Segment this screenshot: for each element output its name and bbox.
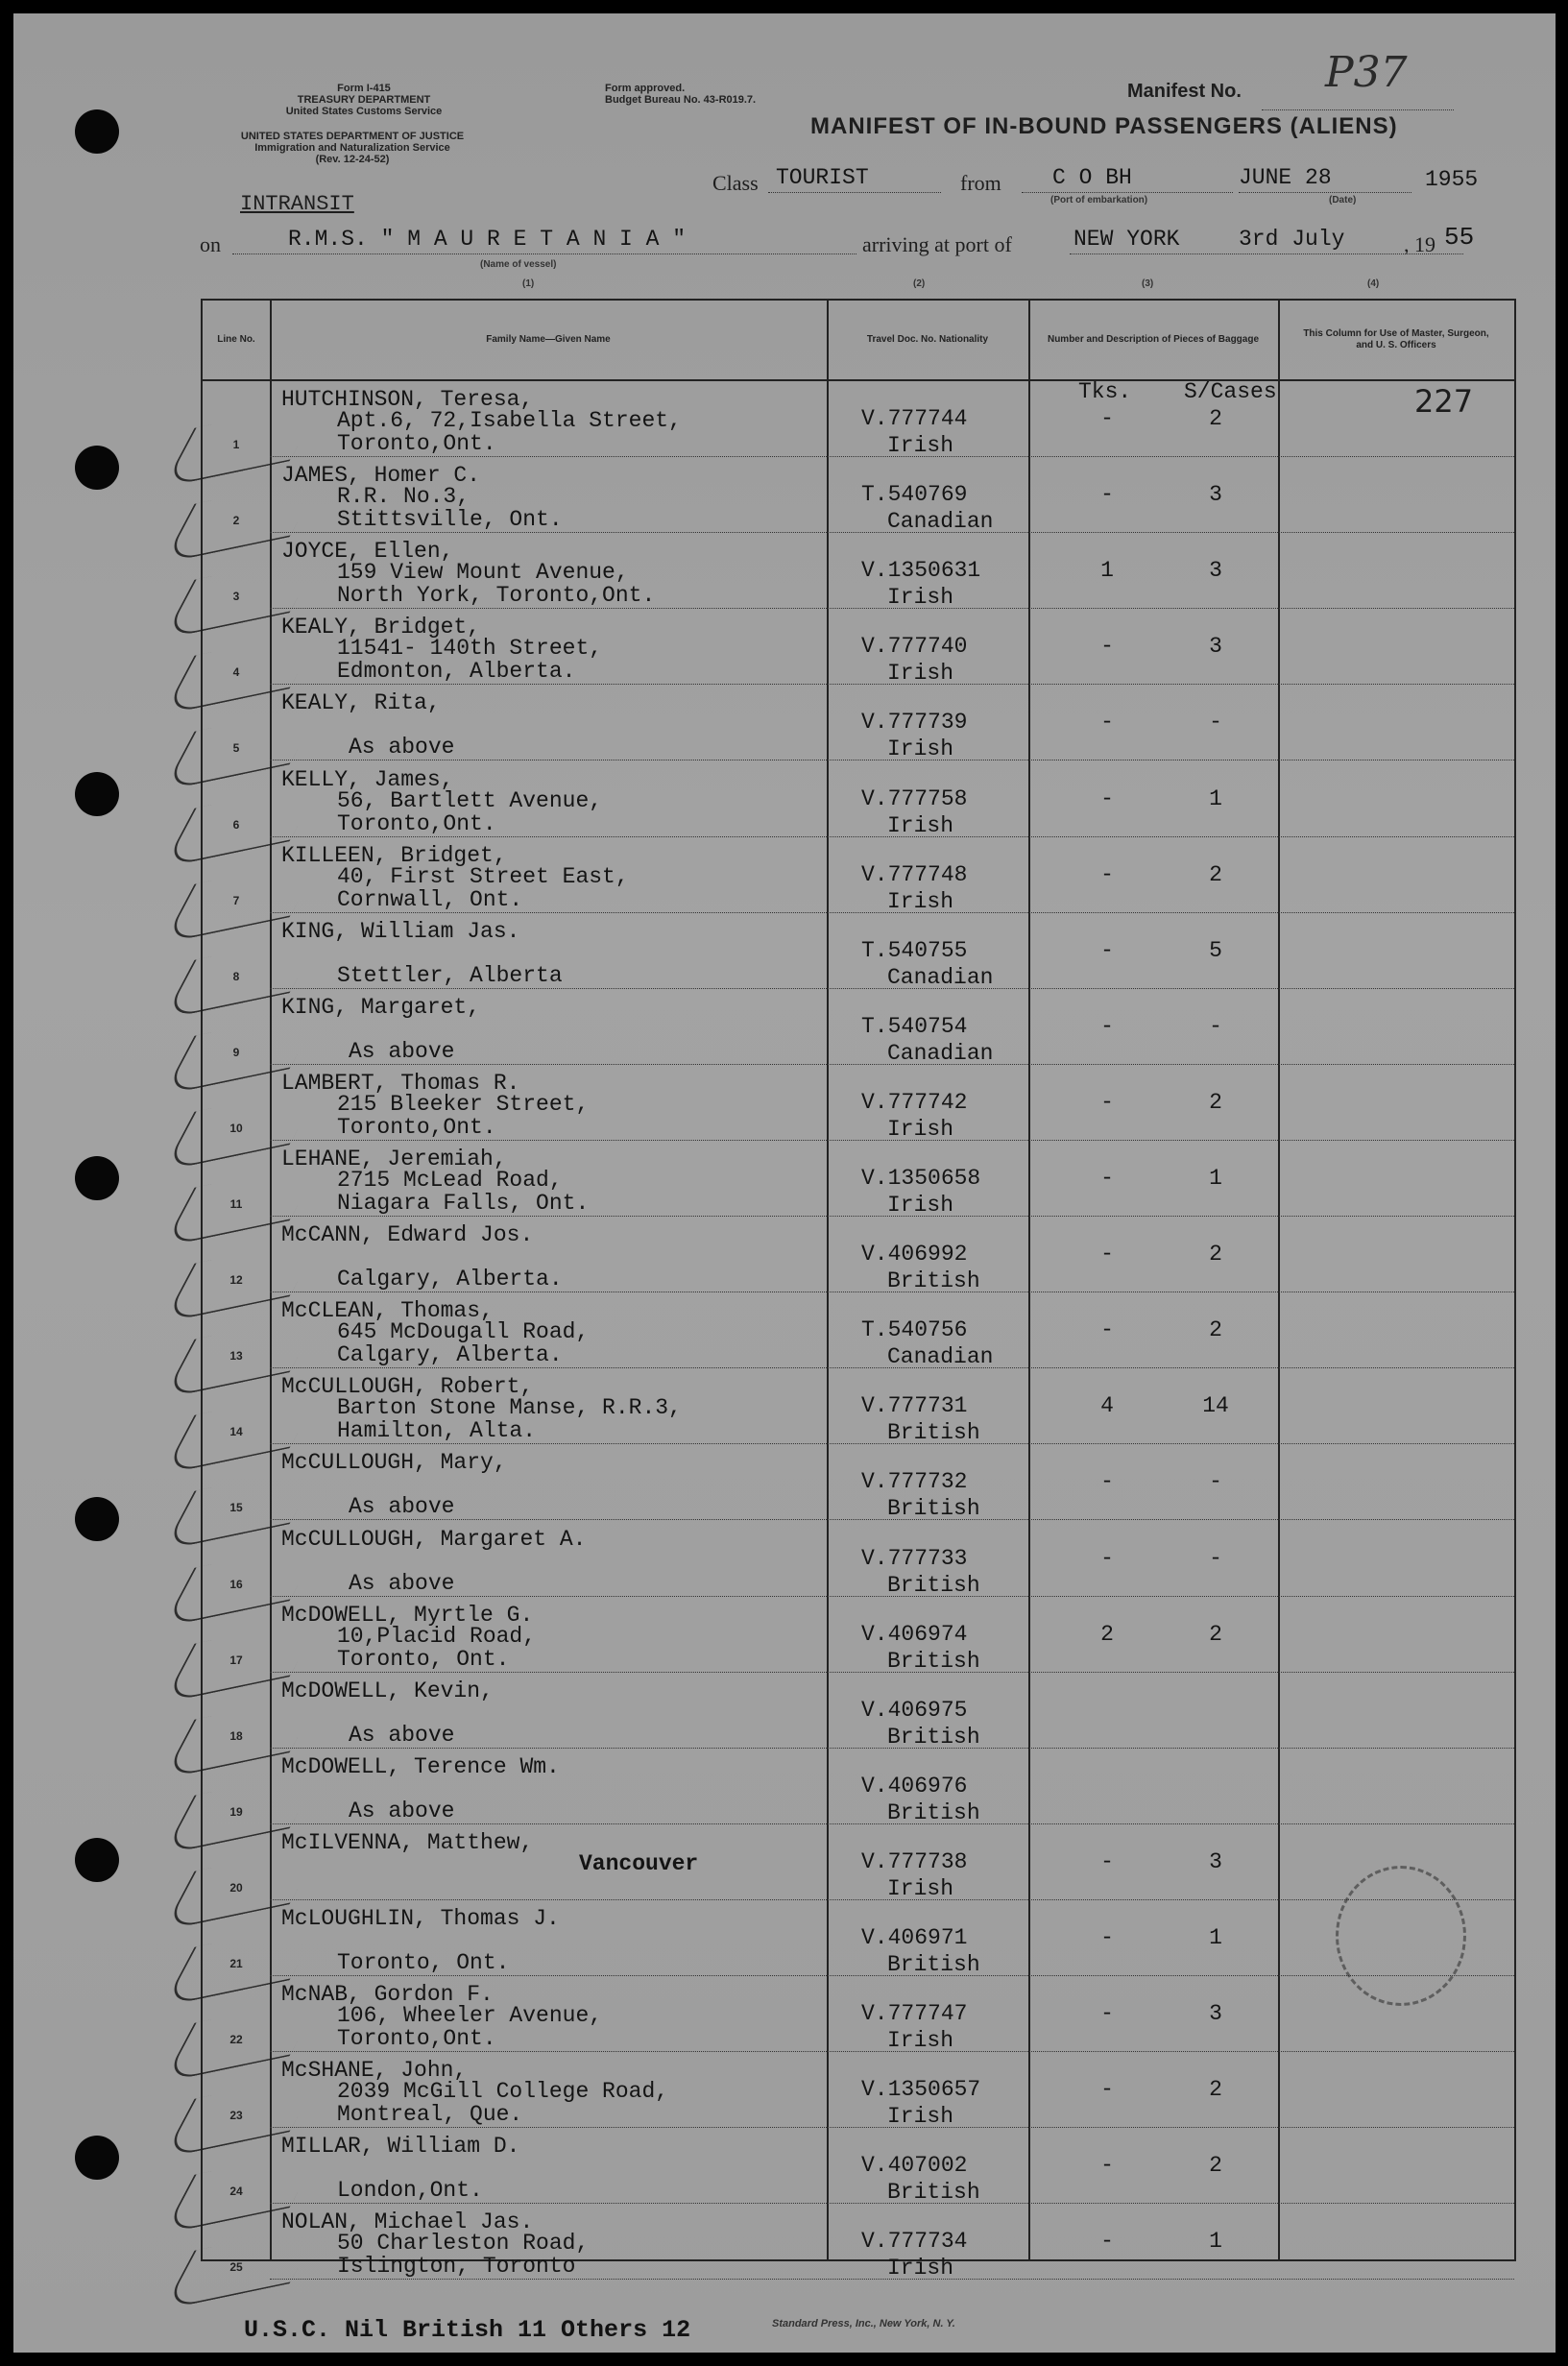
travel-doc-number: V.777758: [861, 785, 968, 811]
address-line-2: As above: [349, 1570, 455, 1596]
cases-count: 5: [1209, 937, 1222, 963]
trunks-count: -: [1100, 861, 1114, 887]
line-number: 11: [229, 1197, 243, 1211]
passenger-name: KING, Margaret,: [281, 994, 481, 1020]
passenger-name: McDOWELL, Myrtle G.: [281, 1602, 534, 1628]
manifest-title: MANIFEST OF IN-BOUND PASSENGERS (ALIENS): [810, 113, 1398, 139]
table-row: [203, 1292, 1514, 1368]
table-row: [203, 2204, 1514, 2280]
nationality: Irish: [887, 888, 954, 914]
table-row: [203, 1824, 1514, 1900]
travel-doc-number: V.777733: [861, 1545, 968, 1571]
passenger-name: JAMES, Homer C.: [281, 463, 481, 489]
cases-count: -: [1209, 1013, 1222, 1039]
line-number: 6: [232, 817, 240, 832]
table-row: [203, 457, 1514, 533]
trunks-count: -: [1100, 1848, 1114, 1874]
table-row: [203, 1444, 1514, 1520]
table-row: [203, 837, 1514, 913]
passenger-name: McCULLOUGH, Mary,: [281, 1450, 507, 1476]
passenger-table: [201, 299, 1516, 2282]
trunks-count: 4: [1100, 1393, 1114, 1419]
travel-doc-number: V.777738: [861, 1848, 968, 1874]
tks-label: Tks.: [1078, 379, 1132, 404]
passenger-name: McDOWELL, Kevin,: [281, 1678, 494, 1703]
trunks-count: -: [1100, 1469, 1114, 1495]
address-line-1: 10,Placid Road,: [337, 1623, 537, 1649]
col-header-baggage: Number and Description of Pieces of Baggage: [1047, 334, 1260, 345]
nationality: Canadian: [887, 964, 994, 990]
address-line-2: Montreal, Que.: [337, 2102, 523, 2128]
passenger-name: KEALY, Bridget,: [281, 615, 481, 640]
cases-count: 2: [1209, 2077, 1222, 2103]
manifest-number-rule: [1262, 109, 1454, 110]
passenger-name: KING, William Jas.: [281, 918, 520, 944]
cases-count: -: [1209, 1545, 1222, 1571]
table-row: [203, 1368, 1514, 1444]
line-number: 1: [232, 438, 240, 451]
port-caption: (Port of embarkation): [1050, 195, 1148, 205]
arriving-label: arriving at port of: [862, 232, 1012, 256]
trunks-count: 1: [1100, 558, 1114, 584]
address-line-1: Barton Stone Manse, R.R.3,: [337, 1395, 682, 1421]
travel-doc-number: V.1350658: [861, 1166, 981, 1191]
col-ref-4: (4): [1367, 278, 1380, 289]
address-line-2: As above: [349, 735, 455, 760]
nationality: British: [887, 1496, 980, 1522]
table-row: [203, 1597, 1514, 1673]
trunks-count: -: [1100, 2001, 1114, 2027]
embarkation-year: 1955: [1425, 167, 1479, 192]
passenger-name: KILLEEN, Bridget,: [281, 842, 507, 868]
address-line-2: Stittsville, Ont.: [337, 507, 563, 533]
cases-count: 3: [1209, 1848, 1222, 1874]
table-row: [203, 1065, 1514, 1141]
cases-count: 1: [1209, 1925, 1222, 1950]
passenger-name: McILVENNA, Matthew,: [281, 1829, 534, 1855]
line-number: 3: [232, 590, 240, 604]
on-label: on: [200, 232, 221, 256]
travel-doc-number: V.777740: [861, 634, 968, 660]
arrival-year-suffix: 55: [1444, 223, 1475, 252]
nationality: Irish: [887, 661, 954, 687]
travel-doc-number: V.777747: [861, 2001, 968, 2027]
cases-count: 2: [1209, 1621, 1222, 1647]
travel-doc-number: T.540769: [861, 482, 968, 508]
class-value: TOURIST: [776, 165, 869, 190]
address-line-2: Calgary, Alberta.: [337, 1267, 563, 1292]
travel-doc-number: V.1350631: [861, 558, 981, 584]
address-line-2: As above: [349, 1494, 455, 1520]
address-line-2: As above: [349, 1038, 455, 1064]
table-row: [203, 533, 1514, 609]
address-line-2: Toronto,Ont.: [337, 1114, 496, 1140]
passenger-name: NOLAN, Michael Jas.: [281, 2209, 534, 2235]
trunks-count: -: [1100, 1545, 1114, 1571]
address-line-2: London,Ont.: [337, 2178, 483, 2204]
table-row: [203, 913, 1514, 989]
passenger-name: JOYCE, Ellen,: [281, 539, 454, 565]
address-line-1: 11541- 140th Street,: [337, 636, 603, 662]
trunks-count: -: [1100, 2153, 1114, 2179]
printer-credit: Standard Press, Inc., New York, N. Y.: [772, 2318, 955, 2330]
table-row: [203, 1900, 1514, 1976]
cases-count: 14: [1202, 1393, 1229, 1419]
table-row: [203, 1749, 1514, 1824]
class-label: Class: [712, 171, 759, 195]
manifest-number-label: Manifest No.: [1127, 81, 1242, 102]
nationality: Irish: [887, 812, 954, 838]
cases-count: 3: [1209, 2001, 1222, 2027]
address-line-2: Toronto, Ont.: [337, 1646, 510, 1672]
table-row: [203, 1217, 1514, 1292]
embarkation-date: JUNE 28: [1239, 165, 1332, 190]
trunks-count: -: [1100, 482, 1114, 508]
line-number: 10: [229, 1121, 243, 1135]
address-line-1: R.R. No.3,: [337, 484, 470, 510]
table-row: [203, 685, 1514, 760]
nationality: Irish: [887, 736, 954, 762]
address-line-1: 50 Charleston Road,: [337, 2231, 590, 2257]
passenger-name: McCULLOUGH, Margaret A.: [281, 1526, 587, 1552]
arrival-port: NEW YORK: [1073, 227, 1180, 252]
col-ref-2: (2): [913, 278, 926, 289]
line-number: 18: [229, 1728, 243, 1743]
agency-block: UNITED STATES DEPARTMENT OF JUSTICE Immigration and Naturalization Service (Rev. 12-24-52): [240, 131, 465, 165]
address-line-2: Cornwall, Ont.: [337, 886, 523, 912]
trunks-count: -: [1100, 710, 1114, 736]
table-row: [203, 1673, 1514, 1749]
address-line-1: 2715 McLead Road,: [337, 1168, 563, 1193]
table-row: [203, 2128, 1514, 2204]
address-line-2: Toronto,Ont.: [337, 2026, 496, 2052]
cases-count: 2: [1209, 1089, 1222, 1115]
line-number: 7: [232, 893, 240, 907]
travel-doc-number: V.406974: [861, 1621, 968, 1647]
nationality: Irish: [887, 585, 954, 611]
nationality: Canadian: [887, 1040, 994, 1066]
travel-doc-number: V.777731: [861, 1393, 968, 1419]
table-row: [203, 761, 1514, 837]
arrival-date: 3rd July: [1239, 227, 1345, 252]
table-row: [203, 989, 1514, 1065]
cases-count: 2: [1209, 1242, 1222, 1268]
line-number: 8: [232, 969, 240, 983]
cases-count: -: [1209, 1469, 1222, 1495]
col-header-doc: Travel Doc. No. Nationality: [866, 334, 989, 345]
nationality: British: [887, 1572, 980, 1598]
travel-doc-number: V.406975: [861, 1697, 968, 1723]
table-row: [203, 2052, 1514, 2128]
address-line-1: 215 Bleeker Street,: [337, 1091, 590, 1117]
binder-hole: [75, 2136, 119, 2180]
cases-count: 1: [1209, 1166, 1222, 1191]
trunks-count: -: [1100, 406, 1114, 431]
nationality: Irish: [887, 1193, 954, 1218]
passenger-name: McLOUGHLIN, Thomas J.: [281, 1906, 560, 1931]
line-number: 17: [229, 1653, 243, 1667]
vessel-name: R.M.S. " M A U R E T A N I A ": [288, 227, 687, 252]
passenger-name: KELLY, James,: [281, 766, 454, 792]
line-number: 24: [229, 2185, 243, 2199]
line-number: 15: [229, 1501, 243, 1515]
passenger-name: LEHANE, Jeremiah,: [281, 1147, 507, 1171]
travel-doc-number: V.406992: [861, 1242, 968, 1268]
cases-count: 3: [1209, 634, 1222, 660]
nationality: British: [887, 1799, 980, 1825]
trunks-count: -: [1100, 785, 1114, 811]
cases-count: 2: [1209, 1317, 1222, 1343]
approval-block: Form approved. Budget Bureau No. 43-R019.7.: [605, 83, 757, 106]
nationality: British: [887, 2180, 980, 2206]
from-rule: [1022, 192, 1233, 193]
trunks-count: -: [1100, 1166, 1114, 1191]
address-line-1: 40, First Street East,: [337, 863, 629, 889]
official-stamp: [1336, 1866, 1466, 2006]
nationality: British: [887, 1952, 980, 1977]
line-number: 23: [229, 2109, 243, 2123]
line-number: 19: [229, 1804, 243, 1819]
date-rule: [1239, 192, 1411, 193]
line-number: 2: [232, 514, 240, 528]
line-number: 4: [232, 665, 240, 680]
travel-doc-number: V.406971: [861, 1925, 968, 1950]
address-line-1: Vancouver: [579, 1850, 699, 1876]
travel-doc-number: V.777732: [861, 1469, 968, 1495]
travel-doc-number: V.777739: [861, 710, 968, 736]
address-line-1: 159 View Mount Avenue,: [337, 560, 629, 586]
table-row: [203, 1976, 1514, 2052]
passenger-name: McCULLOUGH, Robert,: [281, 1374, 534, 1400]
nationality: Irish: [887, 2256, 954, 2282]
passenger-name: McDOWELL, Terence Wm.: [281, 1753, 560, 1779]
table-row: [203, 1141, 1514, 1217]
line-number: 14: [229, 1425, 243, 1439]
row-rule: [270, 2279, 1514, 2280]
address-line-1: 106, Wheeler Avenue,: [337, 2003, 603, 2029]
line-number: 25: [229, 2260, 243, 2275]
address-line-1: 56, Bartlett Avenue,: [337, 787, 603, 813]
cases-count: 1: [1209, 785, 1222, 811]
address-line-2: Islington, Toronto: [337, 2254, 576, 2280]
cases-label: S/Cases: [1184, 379, 1277, 404]
address-line-2: Hamilton, Alta.: [337, 1418, 537, 1444]
col-header-name: Family Name—Given Name: [486, 334, 611, 345]
class-rule: [768, 192, 941, 193]
nationality: British: [887, 1420, 980, 1446]
page-count-handwritten: 227: [1414, 383, 1474, 420]
table-row: [203, 1521, 1514, 1597]
trunks-count: -: [1100, 1013, 1114, 1039]
travel-doc-number: V.777734: [861, 2229, 968, 2255]
manifest-number-handwritten: P37: [1325, 48, 1408, 97]
cases-count: 3: [1209, 558, 1222, 584]
travel-doc-number: T.540756: [861, 1317, 968, 1343]
travel-doc-number: V.406976: [861, 1773, 968, 1799]
binder-hole: [75, 109, 119, 154]
date-caption: (Date): [1329, 195, 1357, 205]
passenger-name: McCANN, Edward Jos.: [281, 1222, 534, 1248]
nationality: British: [887, 1724, 980, 1750]
travel-doc-number: V.407002: [861, 2153, 968, 2179]
trunks-count: -: [1100, 2229, 1114, 2255]
travel-doc-number: T.540755: [861, 937, 968, 963]
nationality: British: [887, 1648, 980, 1674]
travel-doc-number: V.777748: [861, 861, 968, 887]
line-number: 16: [229, 1577, 243, 1591]
cases-count: 3: [1209, 482, 1222, 508]
trunks-count: -: [1100, 1317, 1114, 1343]
col-header-line-no: Line No.: [217, 334, 255, 345]
trunks-count: -: [1100, 937, 1114, 963]
passenger-name: HUTCHINSON, Teresa,: [281, 387, 534, 412]
address-line-2: North York, Toronto,Ont.: [337, 583, 656, 609]
address-line-2: Edmonton, Alberta.: [337, 659, 576, 685]
nationality: Irish: [887, 1875, 954, 1901]
col-ref-3: (3): [1142, 278, 1154, 289]
manifest-page: [13, 13, 1556, 2353]
travel-doc-number: V.1350657: [861, 2077, 981, 2103]
cases-count: 2: [1209, 2153, 1222, 2179]
passenger-name: MILLAR, William D.: [281, 2134, 520, 2160]
binder-hole: [75, 1838, 119, 1882]
arrival-year-prefix: , 19: [1404, 232, 1435, 256]
address-line-2: Toronto,Ont.: [337, 431, 496, 456]
passenger-name: KEALY, Rita,: [281, 690, 441, 716]
line-number: 5: [232, 741, 240, 756]
trunks-count: -: [1100, 1925, 1114, 1950]
address-line-2: As above: [349, 1722, 455, 1748]
line-number: 12: [229, 1273, 243, 1288]
travel-doc-number: V.777744: [861, 406, 968, 431]
line-number: 13: [229, 1349, 243, 1364]
status-intransit: INTRANSIT: [240, 192, 354, 216]
passenger-name: McNAB, Gordon F.: [281, 1982, 494, 2008]
nationality: Irish: [887, 1116, 954, 1142]
table-row: [203, 381, 1514, 457]
binder-hole: [75, 1156, 119, 1200]
nationality: British: [887, 1268, 980, 1294]
line-number: 21: [229, 1957, 243, 1970]
cases-count: 2: [1209, 406, 1222, 431]
address-line-2: As above: [349, 1798, 455, 1823]
table-row: [203, 609, 1514, 685]
nationality: Canadian: [887, 509, 994, 535]
binder-hole: [75, 772, 119, 816]
address-line-2: Toronto,Ont.: [337, 810, 496, 836]
trunks-count: -: [1100, 2077, 1114, 2103]
passenger-name: McSHANE, John,: [281, 2058, 468, 2084]
cases-count: -: [1209, 710, 1222, 736]
passenger-name: LAMBERT, Thomas R.: [281, 1070, 520, 1096]
col-ref-1: (1): [522, 278, 535, 289]
line-number: 20: [229, 1880, 243, 1895]
travel-doc-number: V.777742: [861, 1089, 968, 1115]
from-label: from: [960, 171, 1001, 195]
line-number: 22: [229, 2033, 243, 2047]
trunks-count: -: [1100, 1089, 1114, 1115]
vessel-caption: (Name of vessel): [480, 259, 557, 270]
nationality: Irish: [887, 433, 954, 458]
col-header-officials: This Column for Use of Master, Surgeon, and U. S. Officers: [1303, 328, 1489, 350]
binder-hole: [75, 1497, 119, 1541]
address-line-1: Apt.6, 72,Isabella Street,: [337, 408, 682, 433]
footer-tally: U.S.C. Nil British 11 Others 12: [244, 2316, 691, 2344]
line-number: 9: [232, 1045, 240, 1059]
travel-doc-number: T.540754: [861, 1013, 968, 1039]
cases-count: 1: [1209, 2229, 1222, 2255]
cases-count: 2: [1209, 861, 1222, 887]
embarkation-port: C O BH: [1052, 165, 1132, 190]
address-line-1: 2039 McGill College Road,: [337, 2079, 669, 2105]
address-line-2: Stettler, Alberta: [337, 962, 563, 988]
address-line-2: Toronto, Ont.: [337, 1950, 510, 1975]
address-line-1: 645 McDougall Road,: [337, 1319, 590, 1345]
form-block: Form I-415 TREASURY DEPARTMENT United States Customs Service: [285, 83, 443, 117]
address-line-2: Calgary, Alberta.: [337, 1342, 563, 1368]
address-line-2: Niagara Falls, Ont.: [337, 1191, 590, 1216]
nationality: Irish: [887, 2104, 954, 2130]
binder-hole: [75, 446, 119, 490]
trunks-count: -: [1100, 1242, 1114, 1268]
trunks-count: -: [1100, 634, 1114, 660]
passenger-name: McCLEAN, Thomas,: [281, 1298, 494, 1324]
nationality: Irish: [887, 2028, 954, 2054]
trunks-count: 2: [1100, 1621, 1114, 1647]
nationality: Canadian: [887, 1344, 994, 1370]
